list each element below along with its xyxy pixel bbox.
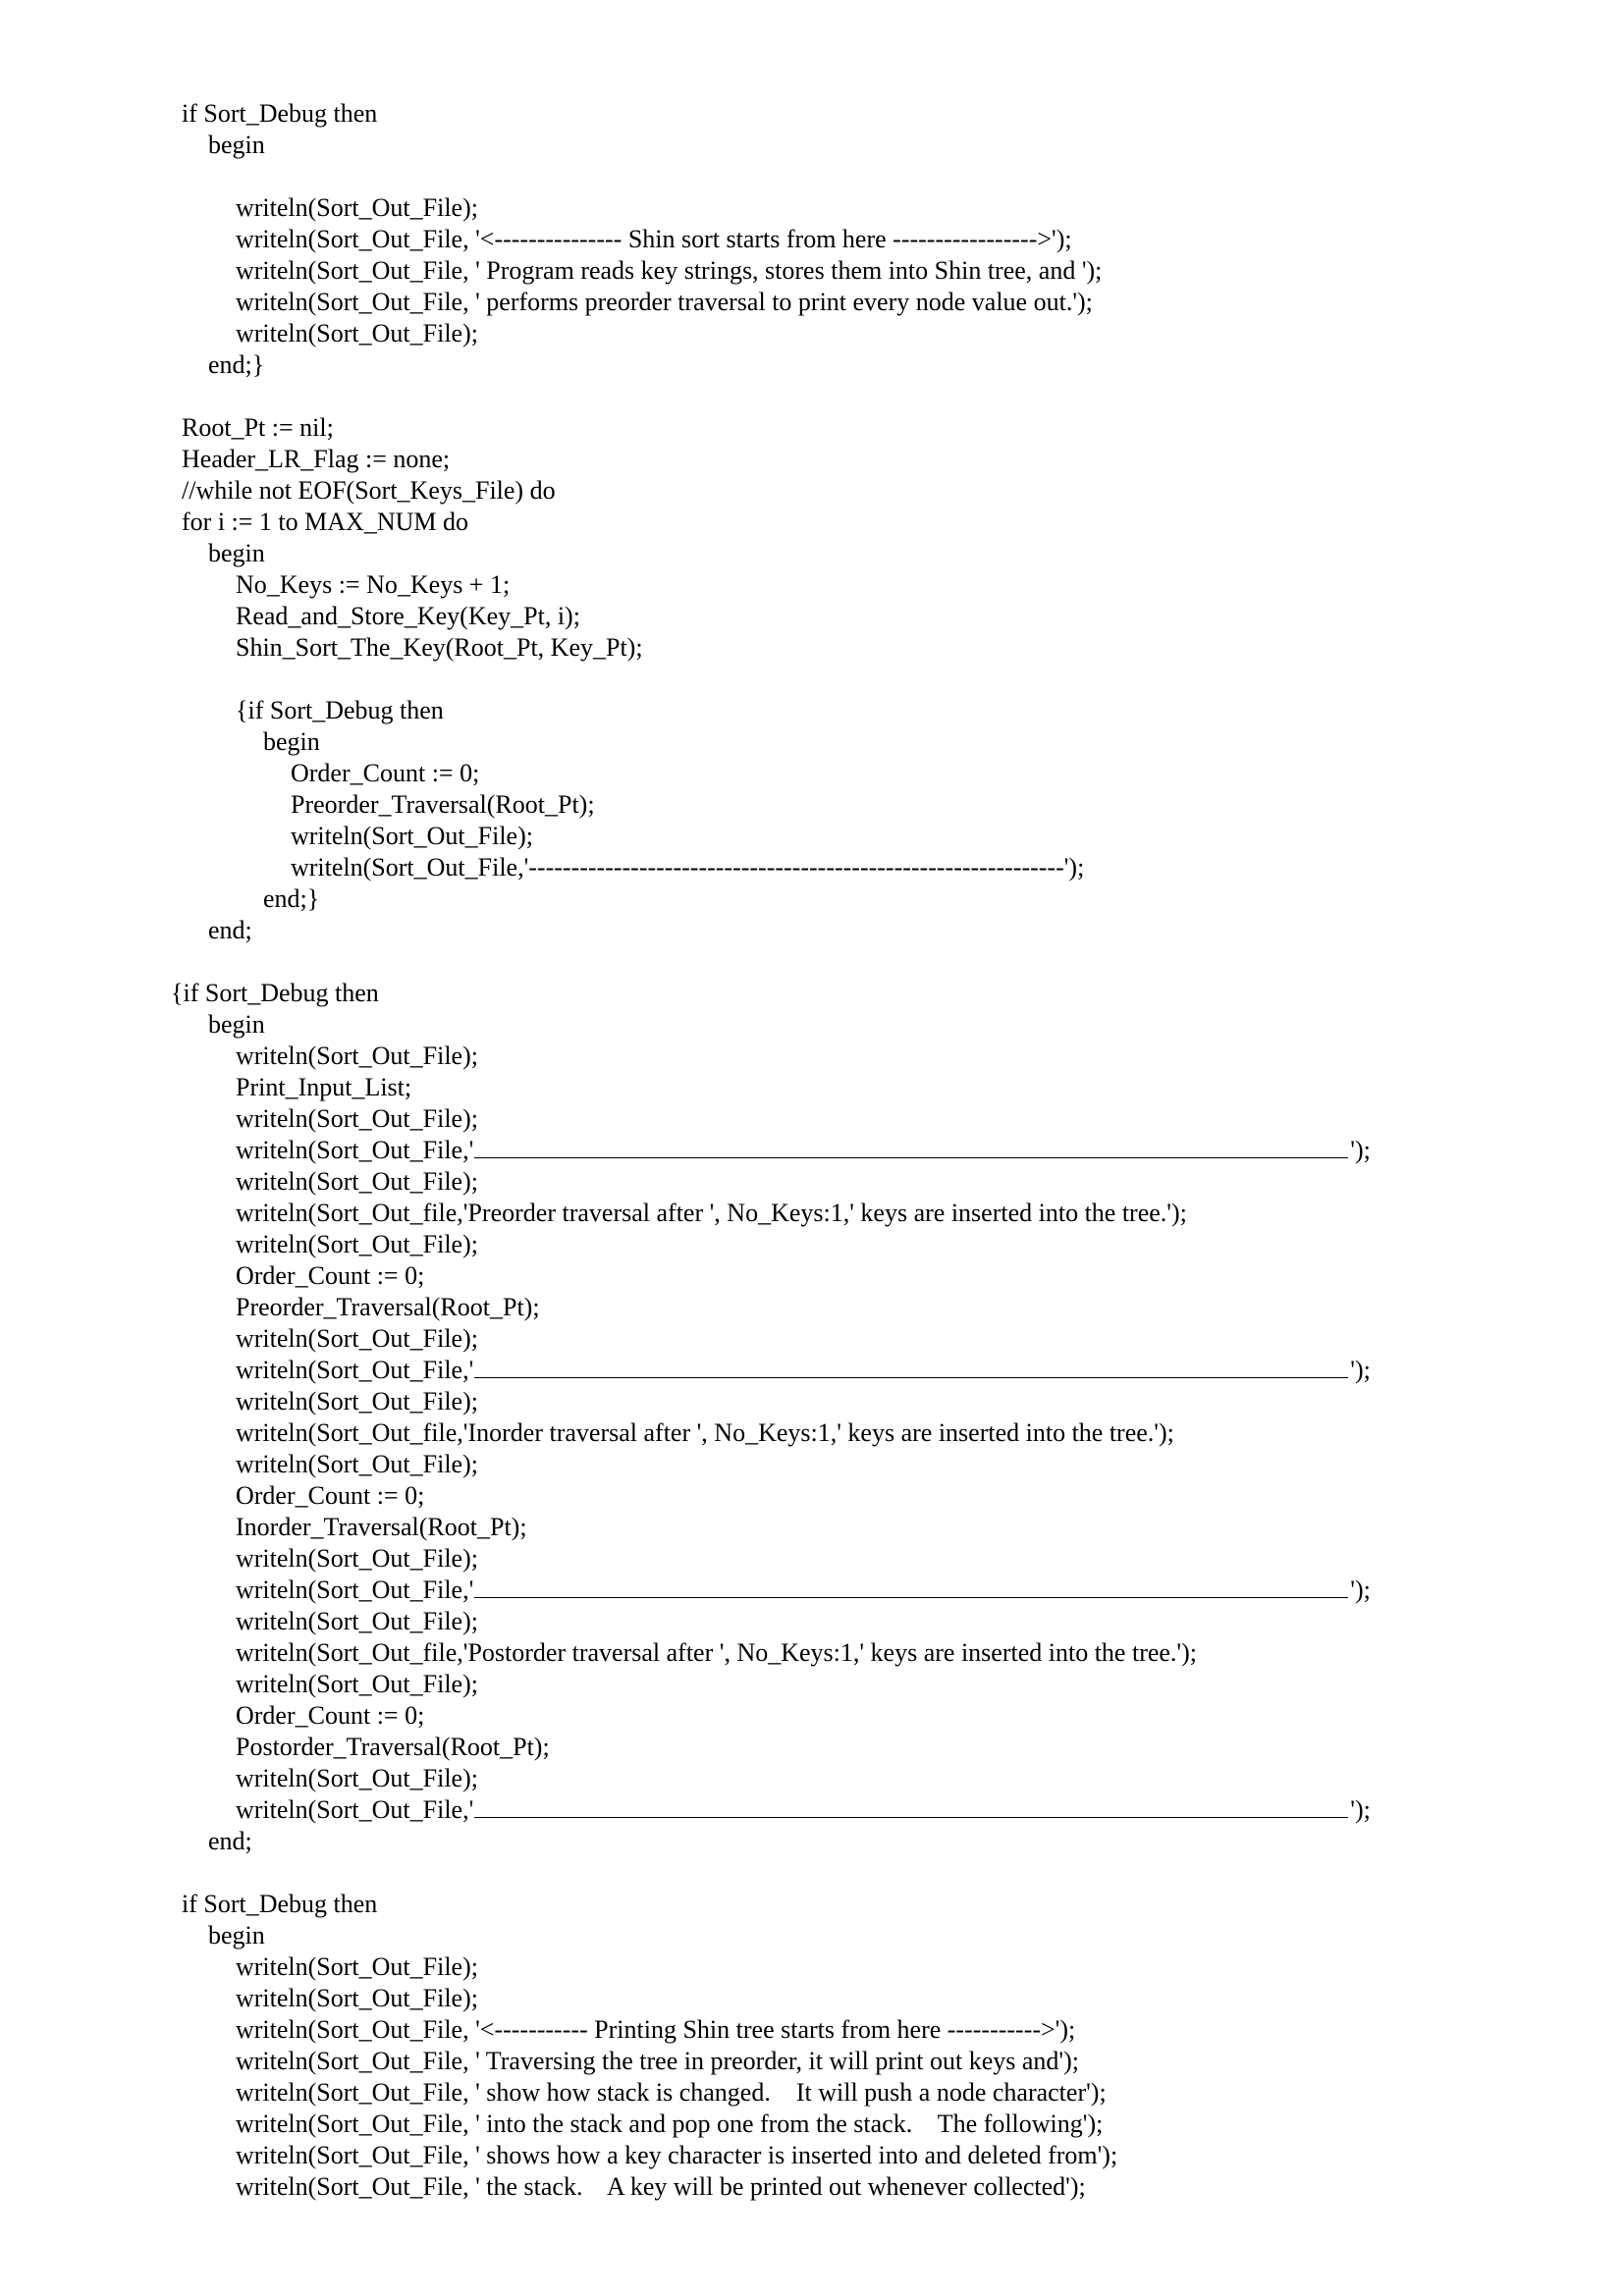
code-line: writeln(Sort_Out_File); <box>236 1041 478 1070</box>
code-line: writeln(Sort_Out_File); <box>291 822 533 850</box>
code-line: writeln(Sort_Out_File); <box>236 1952 478 1981</box>
code-line: writeln(Sort_Out_File); <box>236 1230 478 1258</box>
code-text: '); <box>1350 1136 1371 1164</box>
code-line <box>236 1355 1371 1386</box>
code-line: end; <box>208 916 252 944</box>
underline-rule <box>474 1356 1348 1378</box>
code-text: writeln(Sort_Out_File,' <box>236 1575 474 1604</box>
code-line: end;} <box>263 884 320 913</box>
code-line: writeln(Sort_Out_File); <box>236 1607 478 1635</box>
code-line: Postorder_Traversal(Root_Pt); <box>236 1733 550 1761</box>
code-line: writeln(Sort_Out_File); <box>236 1104 478 1133</box>
code-line: writeln(Sort_Out_file,'Inorder traversal after ', No_Keys:1,' keys are inserted into the tree.'); <box>236 1418 1174 1447</box>
code-line: {if Sort_Debug then <box>236 696 444 724</box>
code-line: Root_Pt := nil; <box>182 413 334 442</box>
underline-rule <box>474 1795 1348 1818</box>
code-line: Read_and_Store_Key(Key_Pt, i); <box>236 602 580 630</box>
code-text: '); <box>1350 1795 1371 1824</box>
code-line: writeln(Sort_Out_File, ' the stack. A key will be printed out whenever collected'); <box>236 2172 1086 2201</box>
code-line: writeln(Sort_Out_File, ' performs preorder traversal to print every node value out.'); <box>236 288 1093 316</box>
code-line: writeln(Sort_Out_File,'---------------------------------------------------------------'); <box>291 853 1085 881</box>
code-line: writeln(Sort_Out_File); <box>236 1450 478 1478</box>
code-line: begin <box>208 1010 265 1039</box>
code-line: writeln(Sort_Out_File, '<----------- Printing Shin tree starts from here ----------->'); <box>236 2015 1076 2044</box>
code-line: Inorder_Traversal(Root_Pt); <box>236 1513 527 1541</box>
code-line: writeln(Sort_Out_File, ' Program reads key strings, stores them into Shin tree, and '); <box>236 256 1103 285</box>
code-line: for i := 1 to MAX_NUM do <box>182 507 468 536</box>
code-line: if Sort_Debug then <box>182 1890 378 1918</box>
code-line: writeln(Sort_Out_File); <box>236 1387 478 1415</box>
code-line: Print_Input_List; <box>236 1073 412 1101</box>
code-line: Order_Count := 0; <box>236 1701 425 1730</box>
code-line: end;} <box>208 350 265 379</box>
code-line: writeln(Sort_Out_File); <box>236 1324 478 1353</box>
code-line: Preorder_Traversal(Root_Pt); <box>291 790 595 819</box>
code-line: begin <box>263 727 320 756</box>
code-line: writeln(Sort_Out_File); <box>236 1167 478 1196</box>
code-line: writeln(Sort_Out_File); <box>236 193 478 222</box>
code-line: Order_Count := 0; <box>236 1261 425 1290</box>
code-line: begin <box>208 1921 265 1949</box>
code-line: writeln(Sort_Out_File); <box>236 1544 478 1573</box>
code-line: Order_Count := 0; <box>236 1481 425 1510</box>
code-line <box>236 1794 1371 1826</box>
code-line: writeln(Sort_Out_File, ' Traversing the tree in preorder, it will print out keys and'); <box>236 2047 1079 2075</box>
code-line: writeln(Sort_Out_File, ' shows how a key character is inserted into and deleted from'); <box>236 2141 1118 2169</box>
code-line: writeln(Sort_Out_file,'Preorder traversal after ', No_Keys:1,' keys are inserted into the tree.'); <box>236 1199 1187 1227</box>
code-line: No_Keys := No_Keys + 1; <box>236 570 511 599</box>
code-line: begin <box>208 131 265 159</box>
code-line: Shin_Sort_The_Key(Root_Pt, Key_Pt); <box>236 633 643 662</box>
code-text: writeln(Sort_Out_File,' <box>236 1795 474 1824</box>
code-text: writeln(Sort_Out_File,' <box>236 1136 474 1164</box>
code-line: Preorder_Traversal(Root_Pt); <box>236 1293 540 1321</box>
code-line <box>236 1135 1371 1166</box>
code-line: Header_LR_Flag := none; <box>182 445 451 473</box>
code-line: writeln(Sort_Out_File); <box>236 1984 478 2012</box>
code-line: writeln(Sort_Out_File, ' show how stack is changed. It will push a node character'); <box>236 2078 1107 2107</box>
code-line: //while not EOF(Sort_Keys_File) do <box>182 476 556 505</box>
code-line: begin <box>208 539 265 567</box>
code-line: writeln(Sort_Out_File); <box>236 1764 478 1792</box>
code-line: writeln(Sort_Out_File, ' into the stack and pop one from the stack. The following'); <box>236 2109 1104 2138</box>
code-line: writeln(Sort_Out_File, '<--------------- Shin sort starts from here ----------------->'); <box>236 225 1072 253</box>
code-line <box>236 1575 1371 1606</box>
code-line: end; <box>208 1827 252 1855</box>
code-line: {if Sort_Debug then <box>171 979 379 1007</box>
code-text: '); <box>1350 1575 1371 1604</box>
code-text: '); <box>1350 1356 1371 1384</box>
underline-rule <box>474 1575 1348 1598</box>
code-text: writeln(Sort_Out_File,' <box>236 1356 474 1384</box>
code-line: writeln(Sort_Out_File); <box>236 1670 478 1698</box>
code-line: Order_Count := 0; <box>291 759 480 787</box>
code-line: writeln(Sort_Out_file,'Postorder traversal after ', No_Keys:1,' keys are inserted into the tree.'); <box>236 1638 1197 1667</box>
code-line: if Sort_Debug then <box>182 99 378 128</box>
underline-rule <box>474 1136 1348 1158</box>
code-line: writeln(Sort_Out_File); <box>236 319 478 347</box>
